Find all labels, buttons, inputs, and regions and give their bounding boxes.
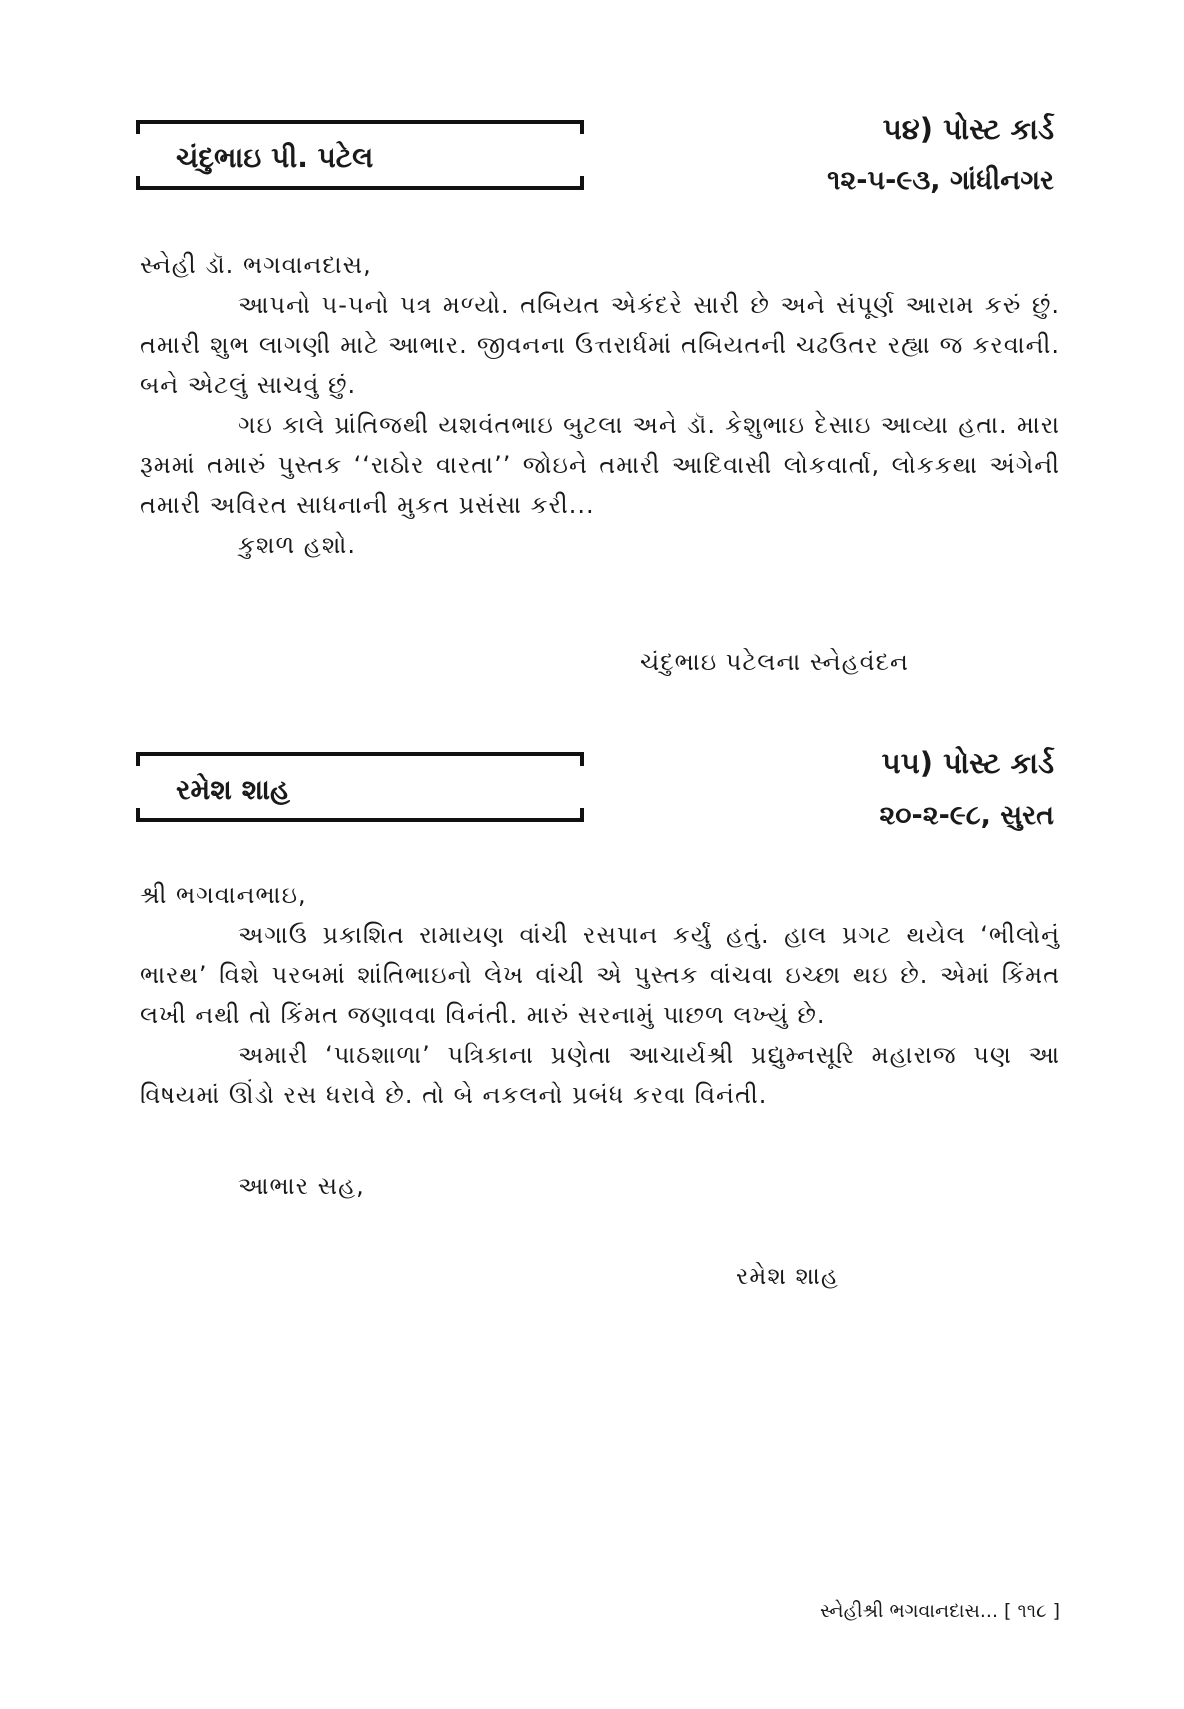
card-title-1: ૫૪) પોસ્ટ કાર્ડ bbox=[882, 112, 1054, 146]
paragraph-2-1: અગાઉ પ્રકાશિત રામાયણ વાંચી રસપાન કર્યું હતું. હાલ પ્રગટ થયેલ ‘ભીલોનું ભારથ’ વિશે પરબમાં શાંતિભાઇનો લેખ વાંચી એ પુસ્તક વાંચવા ઇચ્છા થઇ છે. એમાં કિંમત લખી નથી તો કિંમત જણાવવા વિનંતી. મારું સરનામું પાછળ લખ્યું છે. bbox=[140, 921, 1060, 1029]
letter-body-1 bbox=[140, 245, 1060, 565]
paragraph-1-1: આપનો ૫-૫નો પત્ર મળ્યો. તબિયત એકંદરે સારી છે અને સંપૂર્ણ આરામ કરું છું. તમારી શુભ લાગણી માટે આભાર. જીવનના ઉત્તરાર્ધમાં તબિયતની ચઢઉતર રહ્યા જ કરવાની. બને એટલું સાચવું છું. bbox=[140, 291, 1060, 399]
signature-2: રમેશ શાહ bbox=[736, 1262, 839, 1290]
signature-1: ચંદુભાઇ પટેલના સ્નેહવંદન bbox=[640, 648, 909, 676]
closing-2: આભાર સહ, bbox=[238, 1172, 365, 1200]
card-title-2: ૫૫) પોસ્ટ કાર્ડ bbox=[881, 746, 1054, 780]
card-date-1: ૧૨-૫-૯૩, ગાંધીનગર bbox=[827, 165, 1054, 196]
paragraph-1-2: ગઇ કાલે પ્રાંતિજથી યશવંતભાઇ બુટલા અને ડૉ. કેશુભાઇ દેસાઇ આવ્યા હતા. મારા રૂમમાં તમારું પુસ્તક ‘‘રાઠોર વારતા’’ જોઇને તમારી આદિવાસી લોકવાર્તા, લોકકથા અંગેની તમારી અવિરત સાધનાની મુકત પ્રસંસા કરી... bbox=[140, 411, 1060, 519]
letter-body-2 bbox=[140, 875, 1060, 1115]
sender-box-1 bbox=[140, 120, 580, 190]
page-footer: સ્નેહીશ્રી ભગવાનદાસ... [ ૧૧૮ ] bbox=[820, 1600, 1060, 1622]
sender-name-1: ચંદુભાઇ પી. પટેલ bbox=[176, 141, 374, 174]
paragraph-2-2: અમારી ‘પાઠશાળા’ પત્રિકાના પ્રણેતા આચાર્યશ્રી પ્રદ્યુમ્નસૂરિ મહારાજ પણ આ વિષયમાં ઊંડો રસ ધરાવે છે. તો બે નકલનો પ્રબંધ કરવા વિનંતી. bbox=[140, 1041, 1060, 1109]
salutation-1: સ્નેહી ડૉ. ભગવાનદાસ, bbox=[140, 251, 372, 279]
sender-name-2: રમેશ શાહ bbox=[176, 773, 290, 806]
salutation-2: શ્રી ભગવાનભાઇ, bbox=[140, 881, 307, 909]
paragraph-1-3: કુશળ હશો. bbox=[238, 531, 356, 559]
sender-box-2 bbox=[140, 752, 580, 822]
card-date-2: ૨૦-૨-૯૮, સુરત bbox=[879, 800, 1054, 831]
